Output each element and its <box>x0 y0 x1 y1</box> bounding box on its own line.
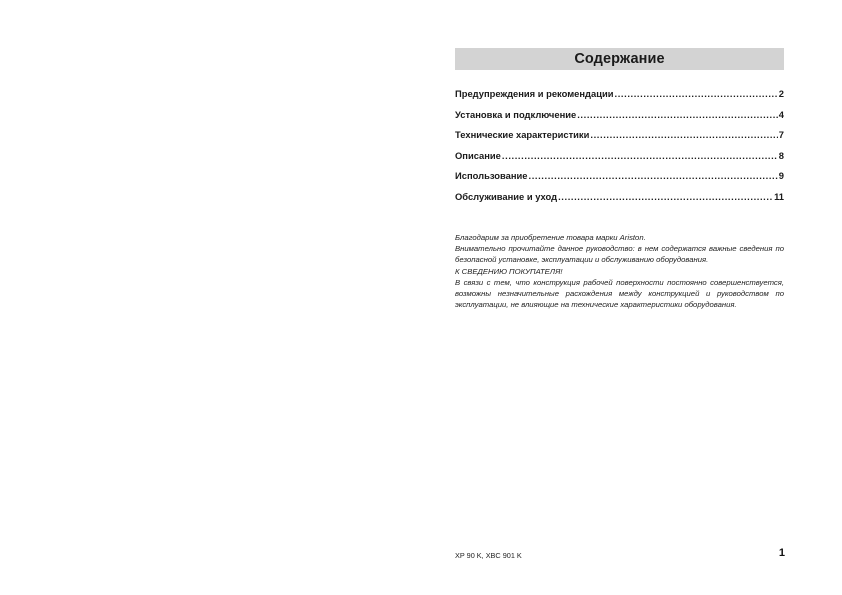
toc-entry-usage[interactable] <box>455 170 784 191</box>
footer-model: XP 90 K, XBC 901 K <box>455 551 522 560</box>
toc-dot-leader <box>577 109 778 120</box>
toc-dot-leader <box>615 88 778 99</box>
toc-entry-warnings[interactable] <box>455 88 784 109</box>
toc-dot-leader <box>528 170 777 181</box>
toc-entry-maintenance[interactable] <box>455 191 784 212</box>
toc-dot-leader <box>558 191 773 202</box>
toc-entry-page: 4 <box>778 108 784 120</box>
footer-page-number: 1 <box>778 547 785 559</box>
toc-entry-page: 8 <box>778 149 784 161</box>
toc-entry-page: 9 <box>778 170 784 181</box>
toc-entry-label: Описание <box>455 149 501 161</box>
toc-entry-specifications[interactable] <box>455 129 784 150</box>
notice-heading: К СВЕДЕНИЮ ПОКУПАТЕЛЯ! <box>455 267 563 276</box>
notice-text: В связи с тем, что конструкция рабочей поверхности постоянно совершенствуется, возможны незначительные расхождения между конструкцией и руководством по эксплуатации, не влияющие на технические характеристики оборудования. <box>455 278 784 309</box>
table-of-contents <box>455 88 784 211</box>
toc-entry-description[interactable] <box>455 150 784 171</box>
toc-dot-leader <box>590 129 777 140</box>
toc-entry-label: Установка и подключение <box>455 108 577 120</box>
toc-entry-label: Обслуживание и уход <box>455 190 558 202</box>
toc-entry-label: Технические характеристики <box>455 129 590 140</box>
page-title: Содержание <box>574 51 665 67</box>
toc-entry-page: 11 <box>774 190 784 202</box>
read-carefully-text: Внимательно прочитайте данное руководство: в нем содержатся важные сведения по безопасной установке, эксплуатации и обслуживанию оборудования. <box>455 244 784 264</box>
toc-entry-label: Использование <box>455 170 528 181</box>
thanks-text: Благодарим за приобретение товара марки Ariston. <box>455 233 646 242</box>
toc-entry-installation[interactable] <box>455 109 784 130</box>
toc-entry-page: 7 <box>778 129 784 140</box>
intro-notes <box>455 232 784 310</box>
toc-entry-label: Предупреждения и рекомендации <box>455 88 614 99</box>
toc-dot-leader <box>502 150 778 161</box>
toc-entry-page: 2 <box>778 88 784 99</box>
contents-title-bar <box>455 48 784 70</box>
